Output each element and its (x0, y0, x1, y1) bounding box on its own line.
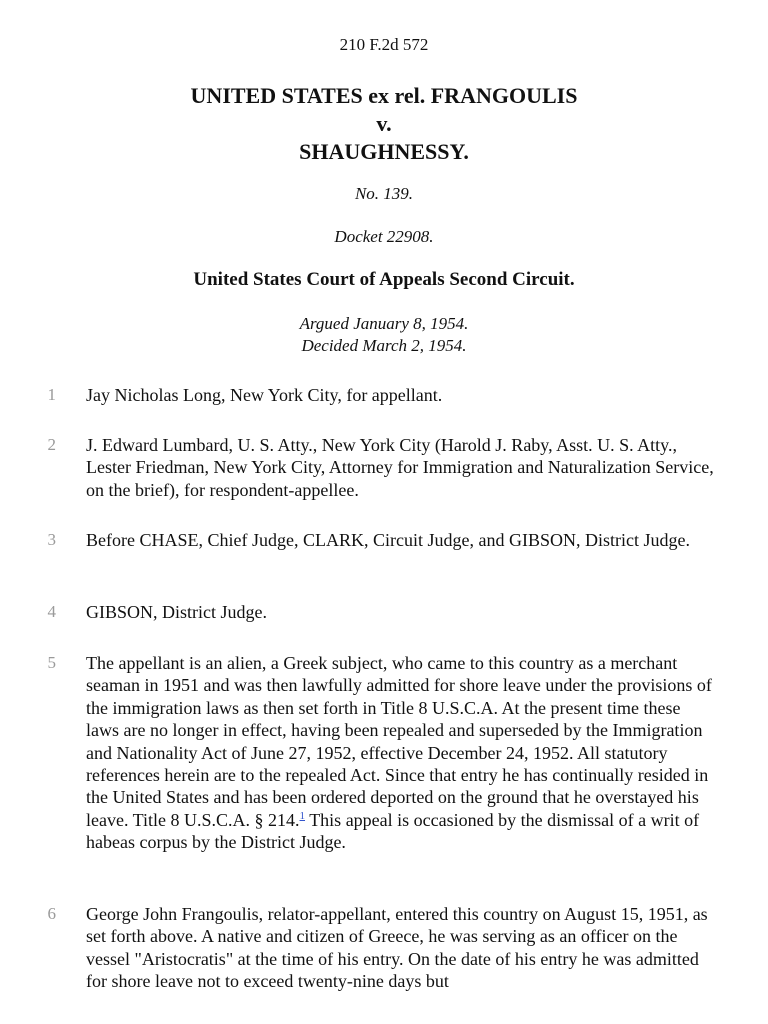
paragraph-text: J. Edward Lumbard, U. S. Atty., New York City (Harold J. Raby, Asst. U. S. Atty., Lester Friedman, New York City, Attorney for Immigration and Naturalization Service, on the brief), for respondent-appellee. (86, 435, 714, 500)
case-citation: 210 F.2d 572 (339, 35, 429, 54)
case-number: No. 139. (354, 184, 414, 203)
paragraph-number: 3 (47, 530, 56, 549)
paragraph-text: George John Frangoulis, relator-appellant, entered this country on August 15, 1951, as set forth above. A native and citizen of Greece, he was serving as an officer on the vessel "Aristocratis" at the time of his entry. On the date of his entry he was admitted for shore leave not to exceed twenty-nine days but (86, 904, 708, 992)
footnote-link[interactable]: 1 (299, 809, 306, 822)
case-title-line: UNITED STATES ex rel. FRANGOULIS (190, 83, 578, 108)
case-title-line: v. (376, 111, 392, 136)
case-dates (0, 313, 768, 357)
paragraph-text: Before CHASE, Chief Judge, CLARK, Circuit Judge, and GIBSON, District Judge. (86, 530, 690, 550)
docket-number: Docket 22908. (334, 227, 434, 246)
paragraph-number: 2 (47, 435, 56, 454)
argued-date: Argued January 8, 1954. (299, 314, 469, 333)
paragraph-text: Jay Nicholas Long, New York City, for appellant. (86, 385, 443, 405)
paragraph-text (86, 652, 716, 854)
paragraph-number: 1 (47, 385, 56, 404)
case-title (0, 82, 768, 166)
paragraph-number: 5 (47, 653, 56, 672)
paragraph-number: 6 (47, 904, 56, 923)
case-title-line: SHAUGHNESSY. (299, 139, 469, 164)
paragraph-text: GIBSON, District Judge. (86, 602, 267, 622)
paragraph-number: 4 (47, 602, 56, 621)
court-name: United States Court of Appeals Second Circuit. (193, 269, 575, 290)
paragraph-text-part: This appeal is occasioned by the dismissal of a writ of habeas corpus by the District Judge. (86, 809, 700, 853)
paragraph-text-part: The appellant is an alien, a Greek subject, who came to this country as a merchant seaman in 1951 and was then lawfully admitted for shore leave under the provisions of the immigration laws as then set forth in Title 8 U.S.C.A. At the present time these laws are no longer in effect, having been repealed and superseded by the Immigration and Nationality Act of June 27, 1952, effective December 24, 1952. All statutory references herein are to the repealed Act. Since that entry he has continually resided in the United States and has been ordered deported on the ground that he overstayed his leave. Title 8 U.S.C.A. § 214. (86, 653, 712, 830)
decided-date: Decided March 2, 1954. (301, 336, 467, 355)
